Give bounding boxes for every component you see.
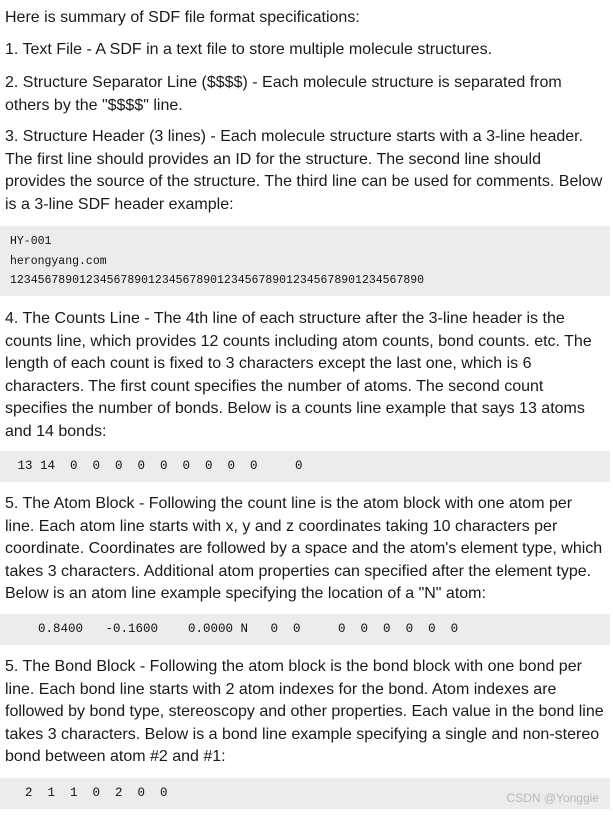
section-line: and 14 bonds: xyxy=(5,422,107,440)
intro-text xyxy=(5,7,605,30)
code-line: 13 14 0 0 0 0 0 0 0 0 0 0 xyxy=(10,459,303,473)
section-line: 5. The Atom Block - Following the count line is the atom block with one atom per xyxy=(5,495,573,512)
code-line: 2 1 1 0 2 0 0 xyxy=(10,786,168,800)
section-line: followed by bond type, stereoscopy and other properties. Each value in the bond line xyxy=(5,703,604,720)
code-block-counts-example xyxy=(0,451,610,482)
section-line: takes 3 characters. Additional atom properties can specified after the element type. xyxy=(5,562,592,580)
section-text-file xyxy=(5,39,605,62)
watermark: CSDN @Yonggie xyxy=(506,791,599,805)
section-line: Below is an atom line example specifying the location of a "N" atom: xyxy=(5,585,486,602)
section-line: 4. The Counts Line - The 4th line of each structure after the 3-line header is the xyxy=(5,310,565,327)
section-line: 5. The Bond Block - Following the atom block is the bond block with one bond per xyxy=(5,658,582,675)
section-bond-block xyxy=(5,656,605,769)
section-line: takes 3 characters. Below is a bond line example specifying a single and non-stereo xyxy=(5,725,600,743)
section-line: others by the "$$$$" line. xyxy=(5,96,183,114)
section-line: line. Each bond line starts with 2 atom indexes for the bond. Atom indexes are xyxy=(5,680,557,698)
section-line: The first line should provides an ID for the structure. The second line should xyxy=(5,150,541,168)
section-line: counts line, which provides 12 counts including atom counts, bond counts. etc. The xyxy=(5,332,592,350)
section-line: 1. Text File - A SDF in a text file to store multiple molecule structures. xyxy=(5,41,493,58)
section-line: is a 3-line SDF header example: xyxy=(5,195,234,213)
code-line: herongyang.com xyxy=(10,254,107,268)
code-line: HY-001 xyxy=(10,235,52,248)
section-header xyxy=(5,126,605,216)
code-line: 0.8400 -0.1600 0.0000 N 0 0 0 0 0 0 0 0 xyxy=(8,622,459,636)
section-line: line. Each atom line starts with x, y and z coordinates taking 10 characters per xyxy=(5,517,558,535)
section-line: length of each count is fixed to 3 characters except the last one, which is 6 xyxy=(5,355,532,372)
section-line: bond between atom #2 and #1: xyxy=(5,748,226,765)
code-block-atom-example xyxy=(0,614,610,645)
intro-line: Here is summary of SDF file format specifications: xyxy=(5,9,360,26)
section-line: 2. Structure Separator Line ($$$$) - Each molecule structure is separated from xyxy=(5,74,562,91)
section-line: coordinate. Coordinates are followed by a space and the atom's element type, which xyxy=(5,540,603,557)
section-line: characters. The first count specifies the number of atoms. The second count xyxy=(5,377,544,395)
section-separator xyxy=(5,72,605,117)
section-atom-block xyxy=(5,493,605,606)
section-line: provides the source of the structure. The third line can be used for comments. Below xyxy=(5,173,603,190)
code-line: 123456789012345678901234567890123456789012345678901234567890 xyxy=(10,274,425,287)
section-line: specifies the number of bonds. Below is a counts line example that says 13 atoms xyxy=(5,400,585,417)
code-block-header-example xyxy=(0,226,610,296)
section-line: 3. Structure Header (3 lines) - Each molecule structure starts with a 3-line header. xyxy=(5,128,584,145)
section-counts-line xyxy=(5,308,605,443)
